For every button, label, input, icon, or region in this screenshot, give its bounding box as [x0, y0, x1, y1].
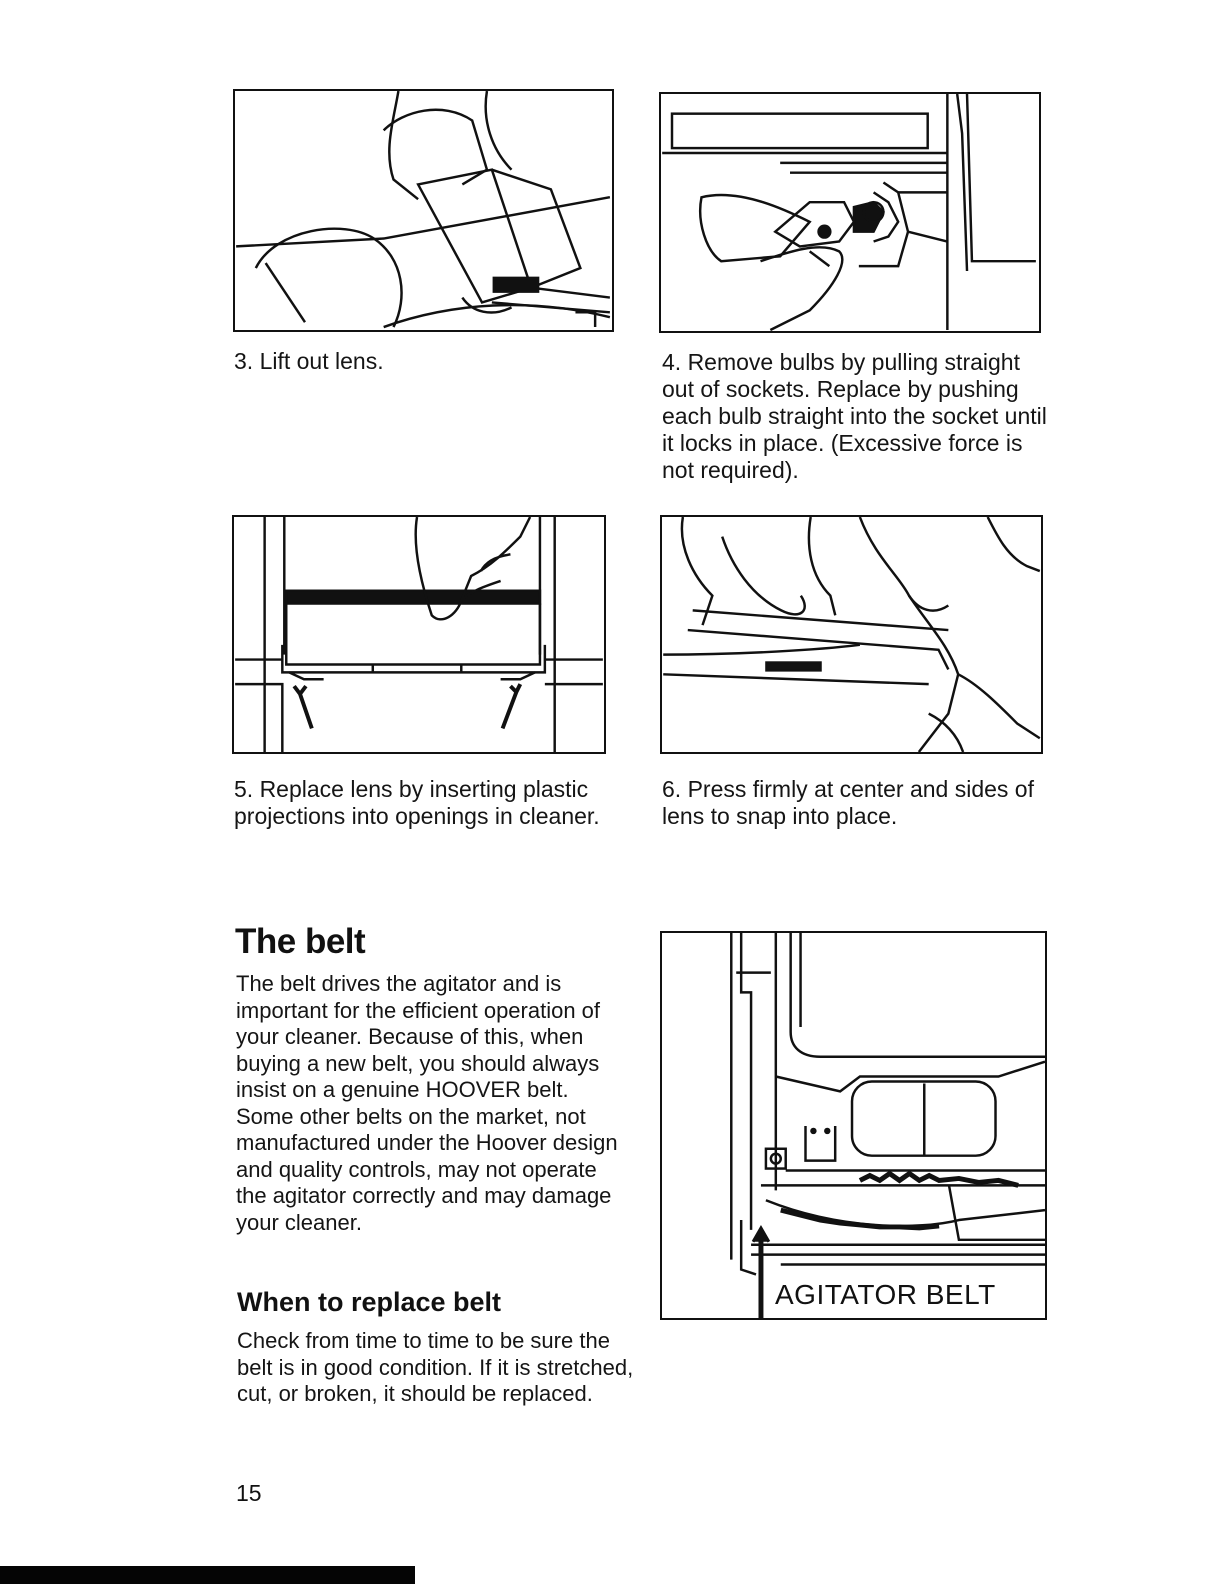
- figure-agitator-belt: [660, 931, 1047, 1320]
- step-3-caption: 3. Lift out lens.: [234, 348, 384, 374]
- step-5-caption: 5. Replace lens by inserting plastic projections into openings in cleaner.: [234, 776, 600, 829]
- replace-belt-text: Check from time to time to be sure the belt is in good condition. If it is stretched, cut, or broken, it should be replaced.: [237, 1328, 634, 1406]
- belt-section-title: The belt: [235, 922, 366, 961]
- figure-press-lens: [660, 515, 1043, 754]
- step-4-caption: 4. Remove bulbs by pulling straight out of sockets. Replace by pushing each bulb straight into the socket until it locks in place. (Excessive force is not required).: [662, 349, 1047, 483]
- step-6-caption: 6. Press firmly at center and sides of lens to snap into place.: [662, 776, 1034, 829]
- replace-belt-subtitle: When to replace belt: [237, 1287, 502, 1317]
- agitator-belt-label: AGITATOR BELT: [775, 1279, 996, 1310]
- figure-replace-lens: [232, 515, 606, 754]
- bottom-edge-bar: [0, 1566, 415, 1584]
- figure-lift-lens: [233, 89, 614, 332]
- belt-section-intro: The belt drives the agitator and is important for the efficient operation of your cleaner. Because of this, when buying a new belt, you should always insist on a genuine HOOVER belt. Some other belts on the market, not manufactured under the Hoover design and quality controls, may not operate the agitator correctly and may damage your cleaner.: [236, 971, 618, 1235]
- figure-remove-bulbs: [659, 92, 1041, 333]
- page-number: 15: [236, 1480, 262, 1506]
